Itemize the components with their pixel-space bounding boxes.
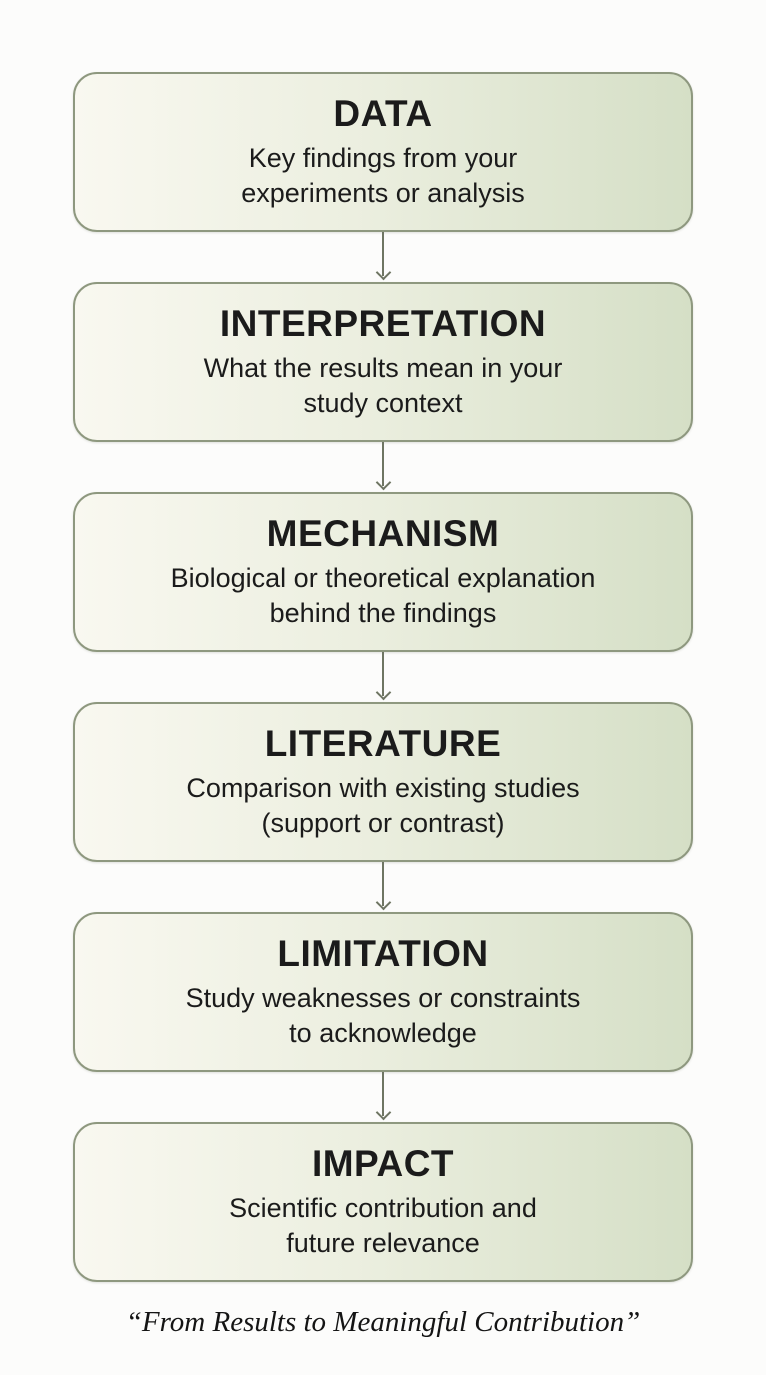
description-line: Study weaknesses or constraints (185, 982, 581, 1013)
down-arrow-icon (371, 652, 395, 702)
step-box-impact (73, 1122, 693, 1282)
step-box-mechanism (73, 492, 693, 652)
description-line: (support or contrast) (261, 807, 505, 838)
step-box-literature (73, 702, 693, 862)
step-description (186, 981, 581, 1051)
description-line: Biological or theoretical explanation (170, 562, 596, 593)
down-arrow-icon (371, 862, 395, 912)
step-title: IMPACT (311, 1143, 455, 1185)
step-box-interpretation (73, 282, 693, 442)
description-line: Comparison with existing studies (186, 772, 580, 803)
step-box-data (73, 72, 693, 232)
step-title: INTERPRETATION (219, 303, 547, 345)
description-line: Scientific contribution and (229, 1192, 537, 1223)
footer-quote: “From Results to Meaningful Contribution” (125, 1306, 641, 1338)
arrow-head (375, 685, 391, 701)
step-description (186, 771, 579, 841)
description-line: to acknowledge (289, 1017, 477, 1048)
arrow-head (375, 475, 391, 491)
description-line: behind the findings (269, 597, 497, 628)
arrow-head (375, 1105, 391, 1121)
step-description (241, 141, 525, 211)
arrow-head (375, 265, 391, 281)
down-arrow-icon (371, 1072, 395, 1122)
description-line: experiments or analysis (241, 177, 525, 208)
step-box-limitation (73, 912, 693, 1072)
step-title: MECHANISM (266, 513, 500, 555)
step-description (229, 1191, 537, 1261)
description-line: future relevance (286, 1227, 480, 1258)
description-line: What the results mean in your (203, 352, 563, 383)
results-flowchart (73, 72, 693, 1282)
down-arrow-icon (371, 232, 395, 282)
step-title: LIMITATION (277, 933, 489, 975)
step-description (171, 561, 596, 631)
down-arrow-icon (371, 442, 395, 492)
step-title: LITERATURE (264, 723, 502, 765)
step-description (204, 351, 563, 421)
step-title: DATA (333, 93, 433, 135)
description-line: Key findings from your (248, 142, 518, 173)
arrow-head (375, 895, 391, 911)
description-line: study context (303, 387, 463, 418)
